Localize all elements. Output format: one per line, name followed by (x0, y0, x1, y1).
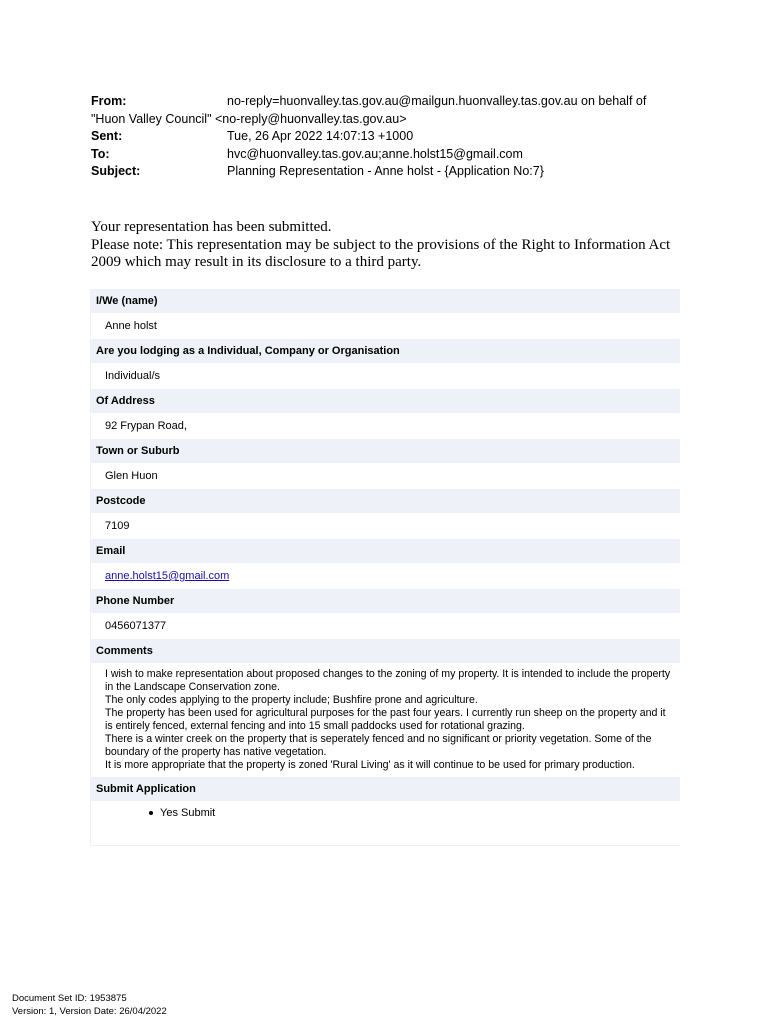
sent-value: Tue, 26 Apr 2022 14:07:13 +1000 (227, 129, 414, 143)
comment-line: It is more appropriate that the property is zoned 'Rural Living' as it will continue to be used for primary production. (105, 759, 635, 771)
submit-list (91, 803, 680, 823)
address-value: 92 Frypan Road, (105, 420, 187, 432)
document-footer (12, 993, 167, 1018)
lodging-value: Individual/s (105, 370, 161, 382)
comment-line: The property has been used for agricultural purposes for the past four years. I currently run sheep on the property and it is entirely fenced, external fencing and into 15 small paddocks used for rotational grazing. (105, 707, 666, 732)
from-label: From: (91, 94, 127, 108)
comment-line: I wish to make representation about proposed changes to the zoning of my property. It is intended to include the property in the Landscape Conservation zone. (105, 668, 671, 693)
document-version: Version: 1, Version Date: 26/04/2022 (12, 1005, 167, 1017)
postcode-label: Postcode (91, 489, 680, 513)
town-value: Glen Huon (105, 470, 158, 482)
intro-line-submitted: Your representation has been submitted. (91, 219, 332, 235)
sent-label: Sent: (91, 129, 123, 143)
intro-message (91, 219, 691, 272)
comment-line: There is a winter creek on the property that is seperately fenced and no significant or priority vegetation. Some of the boundary of the property has native vegetation. (105, 733, 652, 758)
submit-label: Submit Application (91, 777, 680, 801)
submit-value-row (91, 801, 680, 845)
from-value: no-reply=huonvalley.tas.gov.au@mailgun.huonvalley.tas.gov.au on behalf of (227, 94, 647, 108)
to-label: To: (91, 146, 110, 161)
postcode-value: 7109 (105, 520, 130, 532)
name-value: Anne holst (105, 320, 157, 332)
document-set-id: Document Set ID: 1953875 (12, 993, 127, 1004)
comments-value (91, 663, 680, 777)
intro-line-note: Please note: This representation may be subject to the provisions of the Right to Information Act 2009 which may result in its disclosure to a third party. (91, 236, 671, 270)
comments-label: Comments (91, 639, 680, 663)
subject-value: Planning Representation - Anne holst - {Application No:7} (227, 164, 544, 178)
subject-label: Subject: (91, 164, 141, 178)
to-value: hvc@huonvalley.tas.gov.au;anne.holst15@gmail.com (227, 146, 523, 161)
email-link[interactable]: anne.holst15@gmail.com (105, 570, 230, 582)
phone-label: Phone Number (91, 589, 680, 613)
email-label: Email (91, 539, 680, 563)
bullet-icon (149, 811, 153, 815)
town-label: Town or Suburb (91, 439, 680, 463)
lodging-label: Are you lodging as a Individual, Company or Organisation (91, 339, 680, 363)
from-value-continued: "Huon Valley Council" <no-reply@huonvalley.tas.gov.au> (91, 111, 407, 126)
name-label: I/We (name) (91, 289, 680, 313)
phone-value: 0456071377 (105, 620, 167, 632)
email-value-row (91, 563, 680, 589)
comment-line: The only codes applying to the property include; Bushfire prone and agriculture. (105, 694, 478, 706)
representation-form (90, 289, 680, 846)
list-item (149, 803, 680, 823)
submit-value: Yes Submit (160, 807, 216, 819)
email-header (91, 93, 691, 181)
address-label: Of Address (91, 389, 680, 413)
